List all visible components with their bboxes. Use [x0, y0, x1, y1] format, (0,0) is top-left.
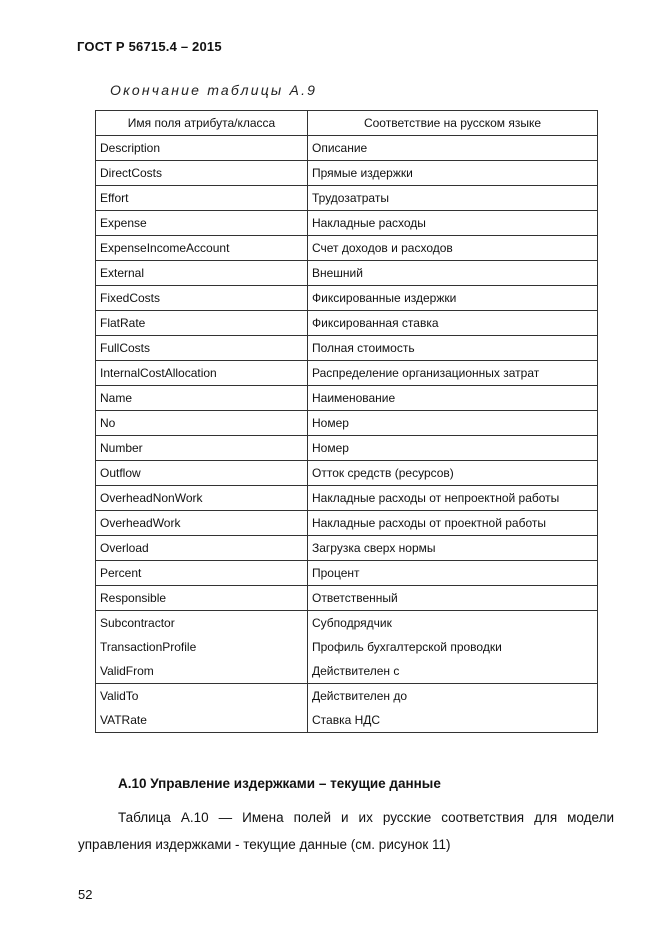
table-description-paragraph: Таблица А.10 — Имена полей и их русские соответствия для модели управления издержками - текущие данные (см. рисунок 11) — [78, 810, 614, 852]
field-name-cell: Name — [96, 386, 308, 411]
table-caption: Окончание таблицы А.9 — [110, 82, 318, 98]
russian-equivalent-cell: Наименование — [308, 386, 598, 411]
table-row — [96, 461, 598, 486]
table-row — [96, 659, 598, 684]
field-name-cell: Subcontractor — [96, 611, 308, 636]
field-name-cell: FixedCosts — [96, 286, 308, 311]
table-row — [96, 684, 598, 709]
russian-equivalent-cell: Профиль бухгалтерской проводки — [308, 635, 598, 659]
page-number: 52 — [78, 887, 93, 902]
column-header-field-name: Имя поля атрибута/класса — [96, 111, 308, 136]
field-name-cell: No — [96, 411, 308, 436]
table-row — [96, 635, 598, 659]
field-name-cell: OverheadNonWork — [96, 486, 308, 511]
column-header-russian: Соответствие на русском языке — [308, 111, 598, 136]
table-row — [96, 586, 598, 611]
table-row — [96, 386, 598, 411]
russian-equivalent-cell: Субподрядчик — [308, 611, 598, 636]
section-title: А.10 Управление издержками – текущие данные — [118, 776, 441, 791]
table-row — [96, 336, 598, 361]
russian-equivalent-cell: Счет доходов и расходов — [308, 236, 598, 261]
russian-equivalent-cell: Отток средств (ресурсов) — [308, 461, 598, 486]
table-row — [96, 186, 598, 211]
table-row — [96, 611, 598, 636]
russian-equivalent-cell: Действителен до — [308, 684, 598, 709]
field-name-cell: FlatRate — [96, 311, 308, 336]
table-row — [96, 708, 598, 733]
field-name-cell: OverheadWork — [96, 511, 308, 536]
table-row — [96, 486, 598, 511]
table-row — [96, 361, 598, 386]
field-name-cell: ExpenseIncomeAccount — [96, 236, 308, 261]
field-name-cell: DirectCosts — [96, 161, 308, 186]
table-row — [96, 561, 598, 586]
russian-equivalent-cell: Полная стоимость — [308, 336, 598, 361]
field-name-cell: External — [96, 261, 308, 286]
table-row — [96, 136, 598, 161]
field-name-cell: Expense — [96, 211, 308, 236]
russian-equivalent-cell: Прямые издержки — [308, 161, 598, 186]
russian-equivalent-cell: Распределение организационных затрат — [308, 361, 598, 386]
table-row — [96, 286, 598, 311]
table-row — [96, 436, 598, 461]
table-row — [96, 236, 598, 261]
table-row — [96, 536, 598, 561]
table-row — [96, 161, 598, 186]
field-name-cell: Effort — [96, 186, 308, 211]
field-name-cell: VATRate — [96, 708, 308, 733]
table-row — [96, 211, 598, 236]
russian-equivalent-cell: Описание — [308, 136, 598, 161]
field-name-cell: ValidTo — [96, 684, 308, 709]
field-name-cell: Percent — [96, 561, 308, 586]
field-name-cell: TransactionProfile — [96, 635, 308, 659]
russian-equivalent-cell: Фиксированная ставка — [308, 311, 598, 336]
field-name-cell: InternalCostAllocation — [96, 361, 308, 386]
field-name-cell: Outflow — [96, 461, 308, 486]
field-name-cell: ValidFrom — [96, 659, 308, 684]
russian-equivalent-cell: Действителен с — [308, 659, 598, 684]
attribute-table — [95, 110, 598, 733]
russian-equivalent-cell: Ставка НДС — [308, 708, 598, 733]
field-name-cell: Description — [96, 136, 308, 161]
document-header: ГОСТ Р 56715.4 – 2015 — [77, 39, 222, 54]
russian-equivalent-cell: Процент — [308, 561, 598, 586]
russian-equivalent-cell: Номер — [308, 436, 598, 461]
table-row — [96, 311, 598, 336]
russian-equivalent-cell: Накладные расходы от проектной работы — [308, 511, 598, 536]
table-row — [96, 261, 598, 286]
field-name-cell: FullCosts — [96, 336, 308, 361]
table-row — [96, 411, 598, 436]
russian-equivalent-cell: Загрузка сверх нормы — [308, 536, 598, 561]
russian-equivalent-cell: Накладные расходы от непроектной работы — [308, 486, 598, 511]
field-name-cell: Responsible — [96, 586, 308, 611]
russian-equivalent-cell: Фиксированные издержки — [308, 286, 598, 311]
table-row — [96, 511, 598, 536]
russian-equivalent-cell: Внешний — [308, 261, 598, 286]
russian-equivalent-cell: Ответственный — [308, 586, 598, 611]
russian-equivalent-cell: Трудозатраты — [308, 186, 598, 211]
table-header-row — [96, 111, 598, 136]
russian-equivalent-cell: Накладные расходы — [308, 211, 598, 236]
field-name-cell: Overload — [96, 536, 308, 561]
field-name-cell: Number — [96, 436, 308, 461]
russian-equivalent-cell: Номер — [308, 411, 598, 436]
